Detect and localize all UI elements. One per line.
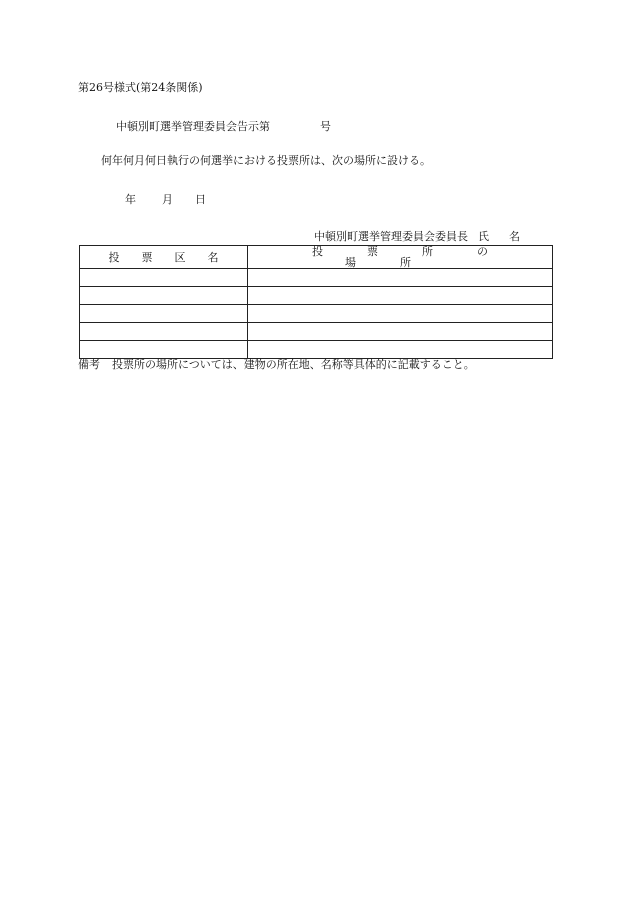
district-name-cell[interactable]: [80, 305, 248, 323]
notice-title-prefix: 中頓別町選挙管理委員会告示第: [116, 120, 270, 133]
header-polling-place: 投票所の場所: [248, 246, 553, 269]
polling-place-cell[interactable]: [248, 323, 553, 341]
remarks: [78, 359, 475, 370]
signature-name-label: 氏名: [478, 230, 540, 243]
date-day-label: 日: [195, 193, 206, 206]
polling-places-table: [79, 245, 553, 359]
signature-office: 中頓別町選挙管理委員会委員長: [314, 230, 468, 243]
notice-title: [116, 121, 331, 132]
date-month-label: 月: [162, 193, 173, 206]
polling-place-cell[interactable]: [248, 305, 553, 323]
polling-place-cell[interactable]: [248, 269, 553, 287]
table-row: [80, 287, 553, 305]
district-name-cell[interactable]: [80, 269, 248, 287]
date-line: [125, 194, 206, 205]
form-number: 第26号様式(第24条関係): [78, 81, 203, 94]
signature-line: [314, 231, 540, 242]
announcement-body: 何年何月何日執行の何選挙における投票所は、次の場所に設ける。: [101, 154, 431, 167]
table-header-row: [80, 246, 553, 269]
notice-title-suffix: 号: [320, 120, 331, 133]
date-year-label: 年: [125, 193, 136, 206]
table-row: [80, 323, 553, 341]
district-name-cell[interactable]: [80, 287, 248, 305]
remarks-label: 備考: [78, 358, 100, 371]
polling-place-cell[interactable]: [248, 341, 553, 359]
remarks-text: 投票所の場所については、建物の所在地、名称等具体的に記載すること。: [112, 358, 475, 371]
polling-place-cell[interactable]: [248, 287, 553, 305]
table-row: [80, 341, 553, 359]
header-district-name: 投票区名: [80, 246, 248, 269]
table-row: [80, 269, 553, 287]
table-row: [80, 305, 553, 323]
district-name-cell[interactable]: [80, 323, 248, 341]
district-name-cell[interactable]: [80, 341, 248, 359]
